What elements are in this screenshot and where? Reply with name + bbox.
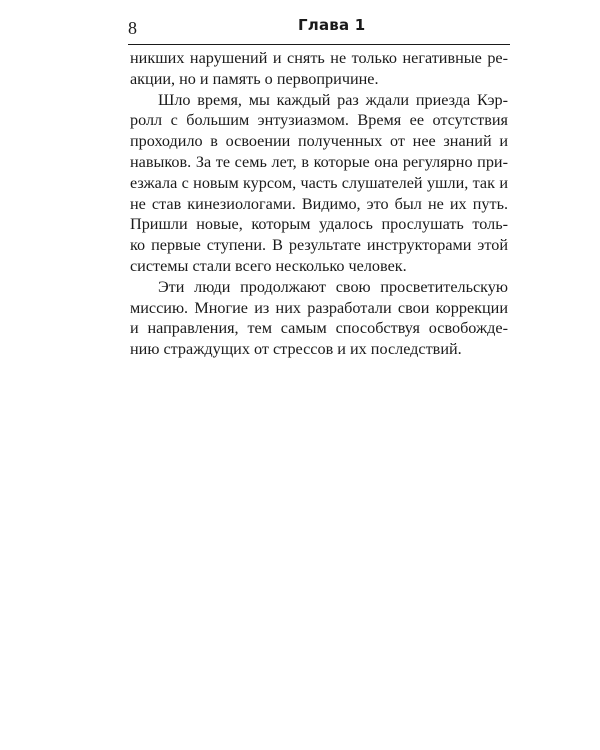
paragraph [130, 277, 508, 360]
body-text [130, 48, 508, 360]
text-line: нию страждущих от стрессов и их последствий. [130, 340, 462, 359]
text-line: навыков. За те семь лет, в которые она регулярно при- [130, 152, 508, 171]
text-line: и направления, тем самым способствуя освобожде- [130, 319, 508, 338]
page-header [128, 14, 510, 44]
chapter-title: Глава 1 [298, 16, 366, 34]
text-line: Пришли новые, которым удалось прослушать толь- [130, 215, 508, 234]
text-line: миссию. Многие из них разработали свои коррекции [130, 298, 508, 317]
text-line: акции, но и память о первопричине. [130, 69, 379, 88]
text-line: проходило в освоении полученных от нее знаний и [130, 132, 508, 151]
text-line: Шло время, мы каждый раз ждали приезда Кэр- [158, 90, 508, 109]
paragraph [130, 48, 508, 90]
paragraph [130, 90, 508, 277]
header-divider [128, 44, 510, 45]
text-line: Эти люди продолжают свою просветительскую [158, 277, 508, 296]
text-line: системы стали всего несколько человек. [130, 256, 407, 275]
text-line: никших нарушений и снять не только негативные ре- [130, 49, 508, 67]
text-line: ролл с большим энтузиазмом. Время ее отсутствия [130, 111, 508, 130]
text-line: не став кинезиологами. Видимо, это был не их путь. [130, 194, 508, 213]
text-line: езжала с новым курсом, часть слушателей ушли, так и [130, 173, 508, 192]
text-line: ко первые ступени. В результате инструкторами этой [130, 236, 508, 255]
page-number: 8 [128, 18, 137, 38]
